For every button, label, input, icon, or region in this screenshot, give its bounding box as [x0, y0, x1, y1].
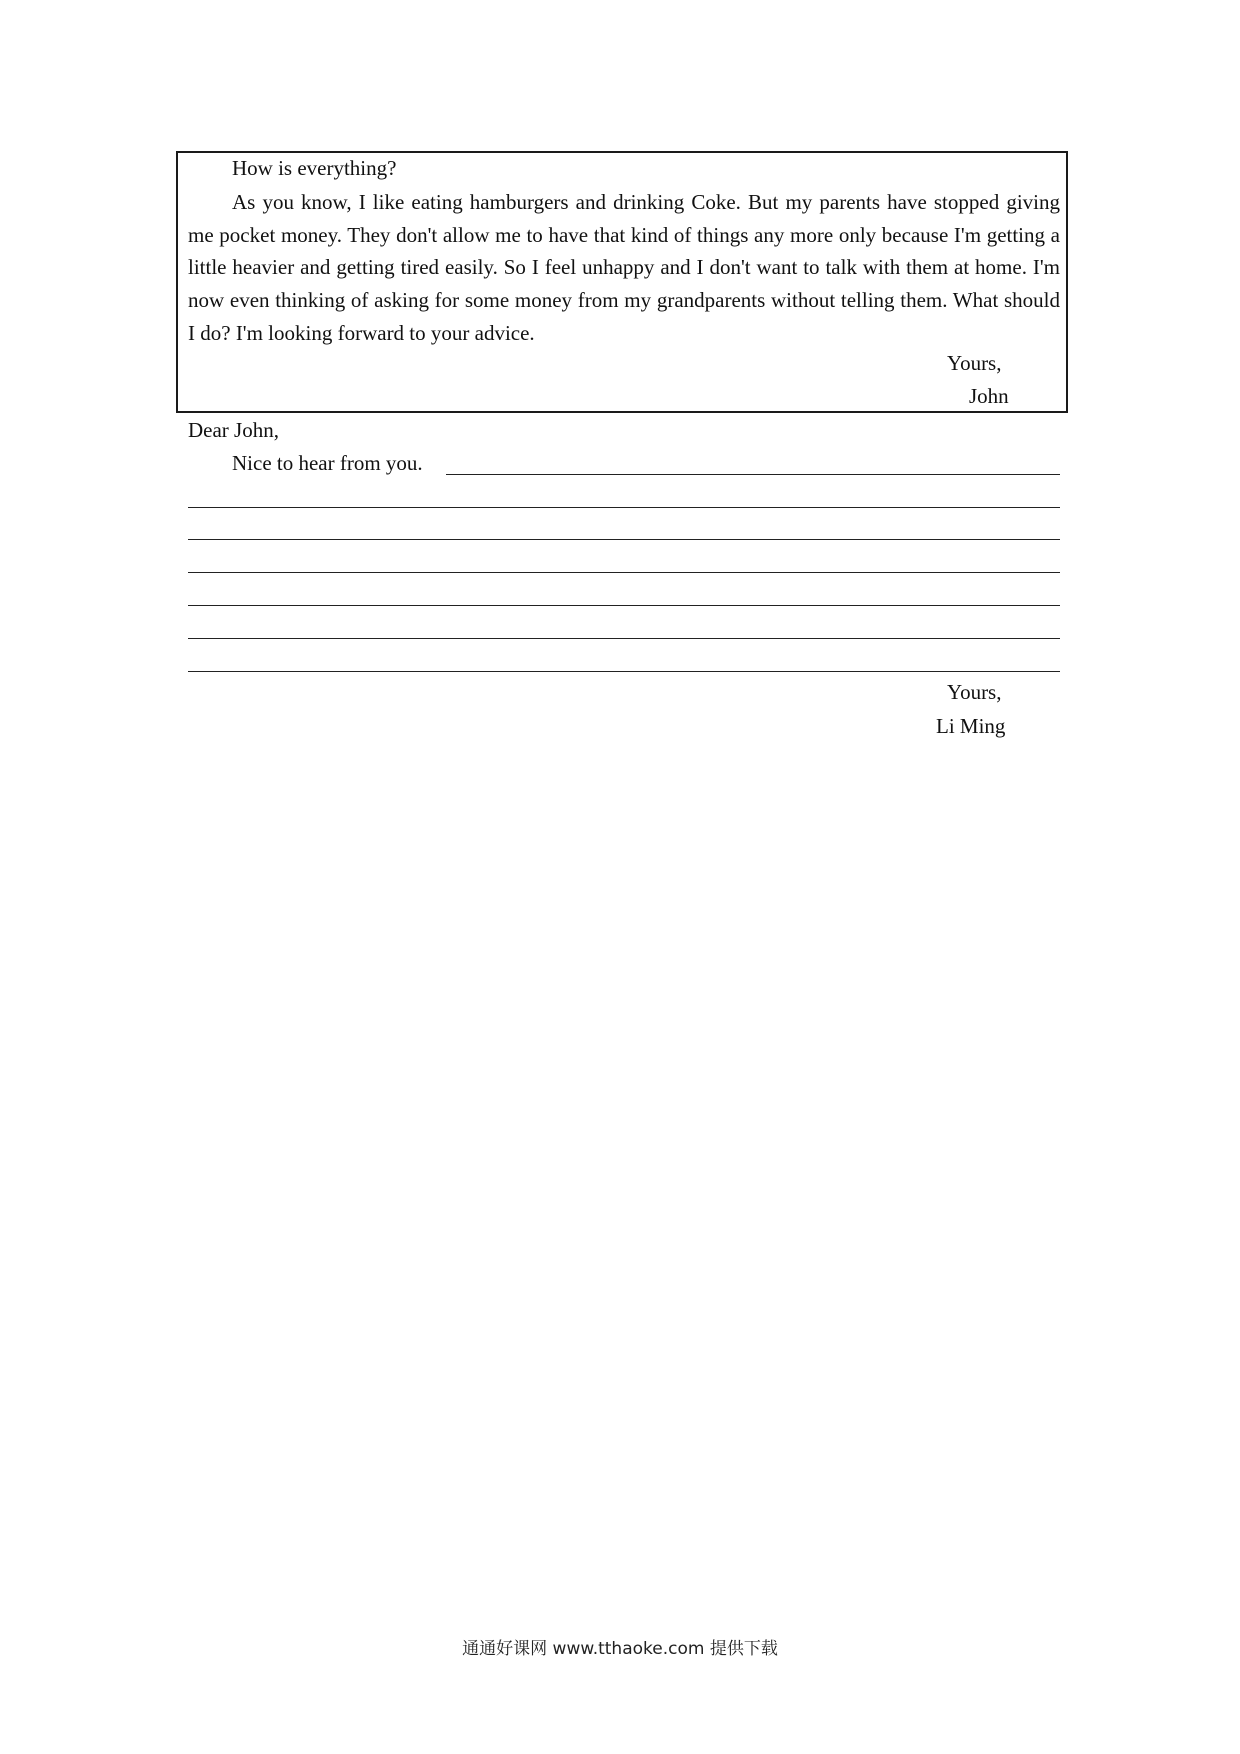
answer-line[interactable] — [188, 507, 1060, 508]
reply-salutation: Dear John, — [188, 418, 279, 442]
answer-line[interactable] — [188, 671, 1060, 672]
incoming-signature: John — [969, 384, 1009, 408]
answer-line[interactable] — [188, 638, 1060, 639]
footer-source-text: 通通好课网 www.tthaoke.com 提供下载 — [462, 1639, 778, 1659]
answer-line[interactable] — [188, 539, 1060, 540]
reply-closing: Yours, — [947, 680, 1002, 704]
incoming-greeting-question: How is everything? — [232, 156, 397, 180]
incoming-letter-body: As you know, I like eating hamburgers and drinking Coke. But my parents have stopped giving me pocket money. They don't allow me to have that kind of things any more only because I'm getting a little heavier and getting tired easily. So I feel unhappy and I don't want to talk with them at home. I'm now even thinking of asking for some money from my grandparents without telling them. What should I do? I'm looking forward to your advice. — [188, 190, 1060, 345]
answer-line[interactable] — [188, 572, 1060, 573]
answer-line[interactable] — [446, 474, 1060, 475]
answer-line[interactable] — [188, 605, 1060, 606]
incoming-closing: Yours, — [947, 351, 1002, 375]
reply-signature: Li Ming — [936, 714, 1006, 738]
reply-opening: Nice to hear from you. — [232, 451, 423, 475]
